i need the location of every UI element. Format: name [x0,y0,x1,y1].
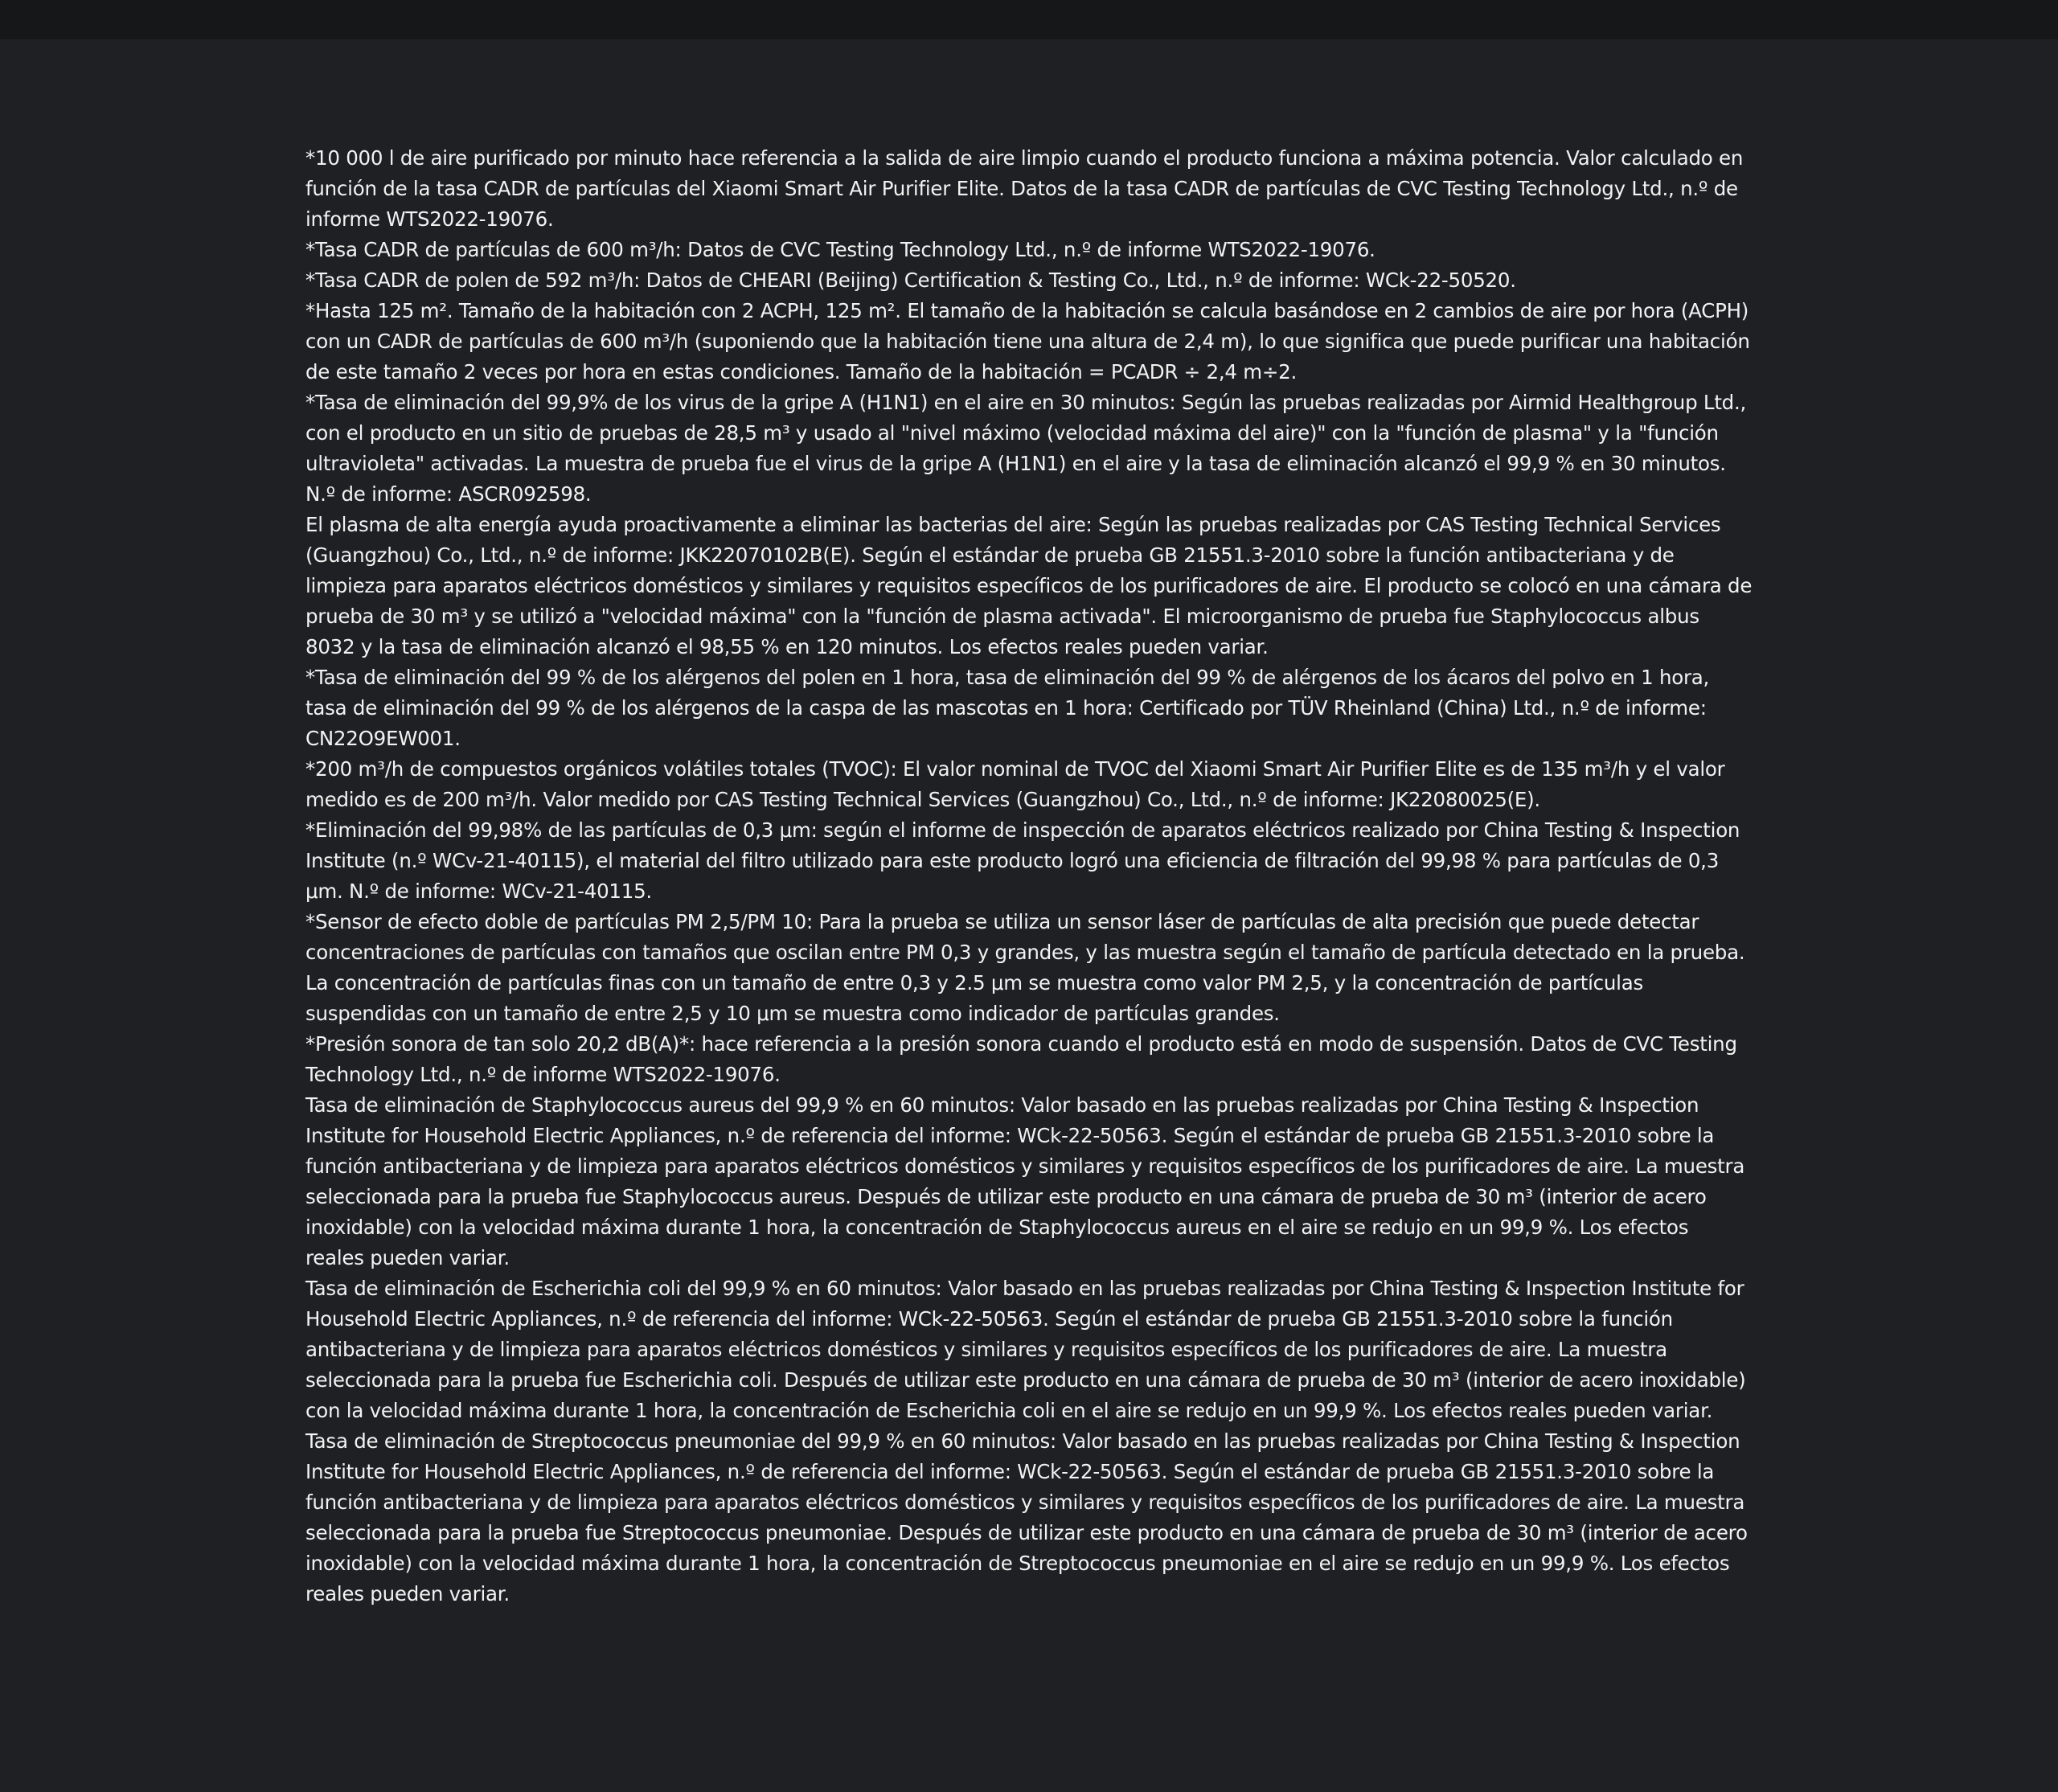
note-filter-efficiency: *Eliminación del 99,98% de las partículas de 0,3 μm: según el informe de inspección de aparatos eléctricos realizado por China Testing & Inspection Institute (n.º WCv-21-40115), el material del filtro utilizado para este producto logró una eficiencia de filtración del 99,98 % para partículas de 0,3 μm. N.º de informe: WCv-21-40115. [305,818,1740,903]
note-allergen-removal: *Tasa de eliminación del 99 % de los alérgenos del polen en 1 hora, tasa de eliminación del 99 % de alérgenos de los ácaros del polvo en 1 hora, tasa de eliminación del 99 % de los alérgenos de la caspa de las mascotas en 1 hora: Certificado por TÜV Rheinland (China) Ltd., n.º de informe: CN22O9EW001. [305,666,1710,750]
note-pm-sensor: *Sensor de efecto doble de partículas PM 2,5/PM 10: Para la prueba se utiliza un sensor láser de partículas de alta precisión que puede detectar concentraciones de partículas con tamaños que oscilan entre PM 0,3 y grandes, y las muestra según el tamaño de partícula detectado en la prueba. La concentración de partículas finas con un tamaño de entre 0,3 y 2.5 μm se muestra como valor PM 2,5, y la concentración de partículas suspendidas con un tamaño de entre 2,5 y 10 μm se muestra como indicador de partículas grandes. [305,910,1745,1025]
note-tvoc: *200 m³/h de compuestos orgánicos volátiles totales (TVOC): El valor nominal de TVOC del Xiaomi Smart Air Purifier Elite es de 135 m³/h y el valor medido es de 200 m³/h. Valor medido por CAS Testing Technical Services (Guangzhou) Co., Ltd., n.º de informe: JK22080025(E). [305,757,1725,811]
note-room-size: *Hasta 125 m². Tamaño de la habitación con 2 ACPH, 125 m². El tamaño de la habitación se calcula basándose en 2 cambios de aire por hora (ACPH) con un CADR de partículas de 600 m³/h (suponiendo que la habitación tiene una altura de 2,4 m), lo que significa que puede purificar una habitación de este tamaño 2 veces por hora en estas condiciones. Tamaño de la habitación = PCADR ÷ 2,4 m÷2. [305,299,1750,383]
note-staphylococcus: Tasa de eliminación de Staphylococcus aureus del 99,9 % en 60 minutos: Valor basado en las pruebas realizadas por China Testing & Inspection Institute for Household Electric Appliances, n.º de referencia del informe: WCk-22-50563. Según el estándar de prueba GB 21551.3-2010 sobre la función antibacteriana y de limpieza para aparatos eléctricos domésticos y similares y requisitos específicos de los purificadores de aire. La muestra seleccionada para la prueba fue Staphylococcus aureus. Después de utilizar este producto en una cámara de prueba de 30 m³ (interior de acero inoxidable) con la velocidad máxima durante 1 hora, la concentración de Staphylococcus aureus en el aire se redujo en un 99,9 %. Los efectos reales pueden variar. [305,1093,1745,1269]
note-streptococcus: Tasa de eliminación de Streptococcus pneumoniae del 99,9 % en 60 minutos: Valor basado en las pruebas realizadas por China Testing & Inspection Institute for Household Electric Appliances, n.º de referencia del informe: WCk-22-50563. Según el estándar de prueba GB 21551.3-2010 sobre la función antibacteriana y de limpieza para aparatos eléctricos domésticos y similares y requisitos específicos de los purificadores de aire. La muestra seleccionada para la prueba fue Streptococcus pneumoniae. Después de utilizar este producto en una cámara de prueba de 30 m³ (interior de acero inoxidable) con la velocidad máxima durante 1 hora, la concentración de Streptococcus pneumoniae en el aire se redujo en un 99,9 %. Los efectos reales pueden variar. [305,1429,1748,1605]
note-pollen-cadr: *Tasa CADR de polen de 592 m³/h: Datos de CHEARI (Beijing) Certification & Testing Co., Ltd., n.º de informe: WCk-22-50520. [305,269,1516,292]
note-escherichia: Tasa de eliminación de Escherichia coli del 99,9 % en 60 minutos: Valor basado en las pruebas realizadas por China Testing & Inspection Institute for Household Electric Appliances, n.º de referencia del informe: WCk-22-50563. Según el estándar de prueba GB 21551.3-2010 sobre la función antibacteriana y de limpieza para aparatos eléctricos domésticos y similares y requisitos específicos de los purificadores de aire. La muestra seleccionada para la prueba fue Escherichia coli. Después de utilizar este producto en una cámara de prueba de 30 m³ (interior de acero inoxidable) con la velocidad máxima durante 1 hora, la concentración de Escherichia coli en el aire se redujo en un 99,9 %. Los efectos reales pueden variar. [305,1277,1746,1422]
note-h1n1-removal: *Tasa de eliminación del 99,9% de los virus de la gripe A (H1N1) en el aire en 30 minutos: Según las pruebas realizadas por Airmid Healthgroup Ltd., con el producto en un sitio de pruebas de 28,5 m³ y usado al "nivel máximo (velocidad máxima del aire)" con la "función de plasma" y la "función ultravioleta" activadas. La muestra de prueba fue el virus de la gripe A (H1N1) en el aire y la tasa de eliminación alcanzó el 99,9 % en 30 minutos. N.º de informe: ASCR092598. [305,391,1747,506]
note-air-output: *10 000 l de aire purificado por minuto hace referencia a la salida de aire limpio cuando el producto funciona a máxima potencia. Valor calculado en función de la tasa CADR de partículas del Xiaomi Smart Air Purifier Elite. Datos de la tasa CADR de partículas de CVC Testing Technology Ltd., n.º de informe WTS2022-19076. [305,146,1744,231]
note-sound-pressure: *Presión sonora de tan solo 20,2 dB(A)*: hace referencia a la presión sonora cuando el producto está en modo de suspensión. Datos de CVC Testing Technology Ltd., n.º de informe WTS2022-19076. [305,1032,1737,1086]
note-plasma-bacteria: El plasma de alta energía ayuda proactivamente a eliminar las bacterias del aire: Según las pruebas realizadas por CAS Testing Technical Services (Guangzhou) Co., Ltd., n.º de informe: JKK22070102B(E). Según el estándar de prueba GB 21551.3-2010 sobre la función antibacteriana y de limpieza para aparatos eléctricos domésticos y similares y requisitos específicos de los purificadores de aire. El producto se colocó en una cámara de prueba de 30 m³ y se utilizó a "velocidad máxima" con la "función de plasma activada". El microorganismo de prueba fue Staphylococcus albus 8032 y la tasa de eliminación alcanzó el 98,55 % en 120 minutos. Los efectos reales pueden variar. [305,513,1753,658]
note-particle-cadr: *Tasa CADR de partículas de 600 m³/h: Datos de CVC Testing Technology Ltd., n.º de informe WTS2022-19076. [305,238,1375,261]
top-bar [0,0,2058,39]
disclaimer-notes [305,143,1753,1610]
